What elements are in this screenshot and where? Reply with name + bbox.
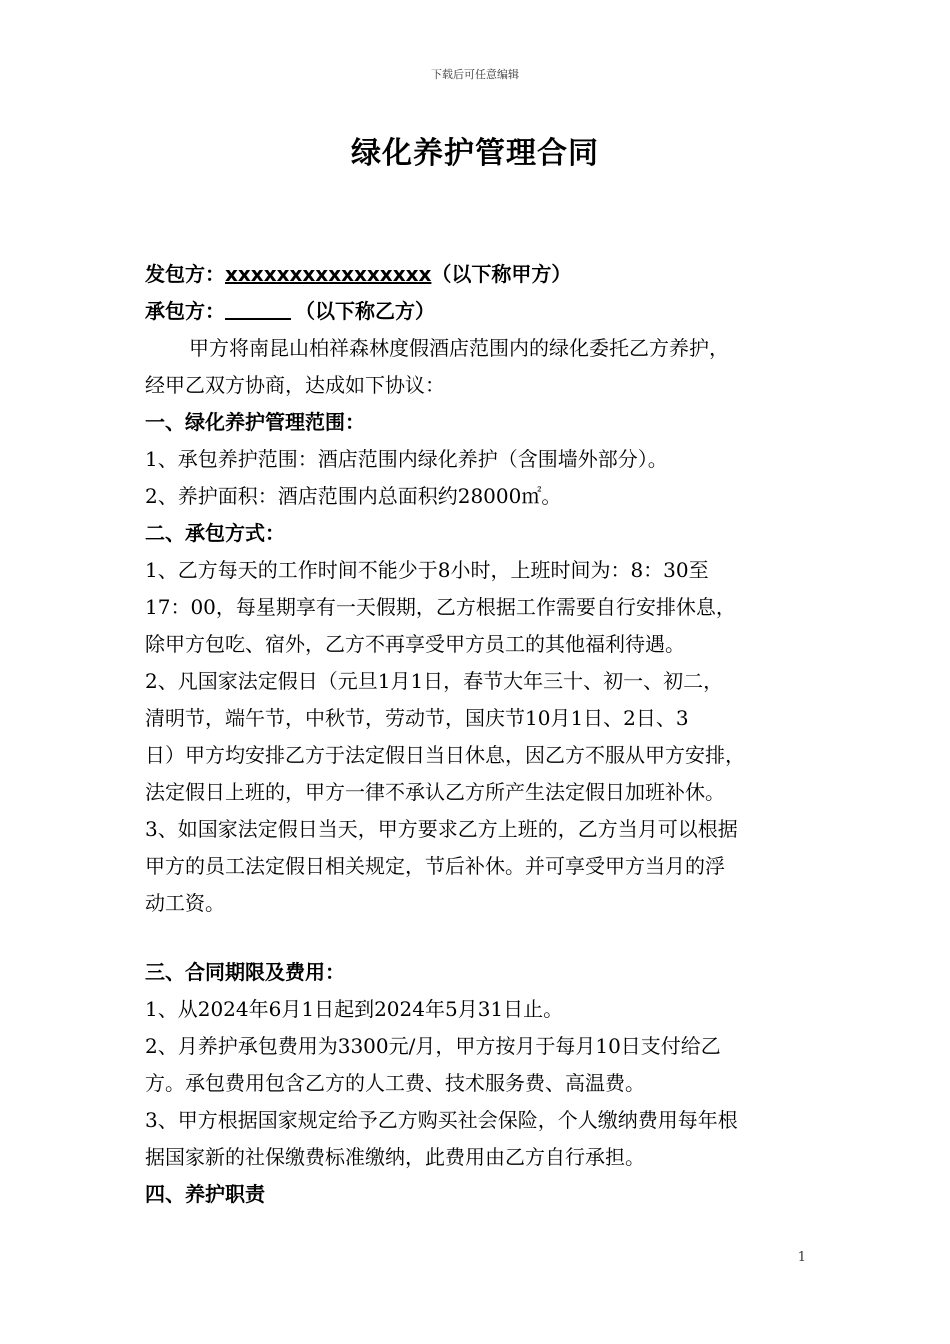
party-b-name-blank: [225, 298, 291, 320]
party-b-label: 承包方：: [145, 299, 225, 323]
header-note: 下载后可任意编辑: [431, 68, 519, 81]
party-b-line: [145, 293, 810, 330]
paragraph-line: 日）甲方均安排乙方于法定假日当日休息，因乙方不服从甲方安排，: [145, 743, 745, 767]
paragraph-line: 1、承包养护范围：酒店范围内绿化养护（含围墙外部分）。: [145, 447, 668, 471]
paragraph-line: 清明节，端午节，中秋节，劳动节，国庆节10月1日、2日、3: [145, 706, 689, 730]
paragraph-line: 1、从2024年6月1日起到2024年5月31日止。: [145, 997, 564, 1021]
paragraph-line: 3、如国家法定假日当天，甲方要求乙方上班的，乙方当月可以根据: [145, 817, 738, 841]
section-heading-term-and-fees: 三、合同期限及费用：: [145, 960, 345, 984]
party-a-label: 发包方：: [145, 262, 225, 286]
paragraph-line: 1、乙方每天的工作时间不能少于8小时，上班时间为：8：30至: [145, 558, 709, 582]
paragraph-line: 方。承包费用包含乙方的人工费、技术服务费、高温费。: [145, 1071, 645, 1095]
paragraph-line: 据国家新的社保缴费标准缴纳，此费用由乙方自行承担。: [145, 1145, 645, 1169]
section-heading-maintenance-duties: 四、养护职责: [145, 1182, 265, 1206]
paragraph-line: 2、凡国家法定假日（元旦1月1日，春节大年三十、初一、初二，: [145, 669, 724, 693]
paragraph-line: 除甲方包吃、宿外，乙方不再享受甲方员工的其他福利待遇。: [145, 632, 685, 656]
intro-line: 甲方将南昆山柏祥森林度假酒店范围内的绿化委托乙方养护，: [189, 336, 729, 360]
blank-line: [145, 922, 810, 954]
paragraph-line: 甲方的员工法定假日相关规定，节后补休。并可享受甲方当月的浮: [145, 854, 725, 878]
paragraph-line: 17：00，每星期享有一天假期，乙方根据工作需要自行安排休息，: [145, 595, 736, 619]
section-heading-contract-method: 二、承包方式：: [145, 521, 285, 545]
paragraph-line: 2、月养护承包费用为3300元/月，甲方按月于每月10日支付给乙: [145, 1034, 721, 1058]
paragraph-line: 法定假日上班的，甲方一律不承认乙方所产生法定假日加班补休。: [145, 780, 725, 804]
page-number: 1: [797, 1250, 806, 1265]
section-heading-scope: 一、绿化养护管理范围：: [145, 410, 365, 434]
intro-line: 经甲乙双方协商，达成如下协议：: [145, 373, 445, 397]
paragraph-line: 2、养护面积：酒店范围内总面积约28000㎡。: [145, 484, 562, 508]
party-a-suffix: （以下称甲方）: [431, 262, 572, 286]
document-title: 绿化养护管理合同: [351, 136, 599, 171]
document-body: [145, 256, 810, 1213]
party-b-suffix: （以下称乙方）: [295, 299, 435, 323]
party-a-line: [145, 256, 810, 293]
paragraph-line: 3、甲方根据国家规定给予乙方购买社会保险，个人缴纳费用每年根: [145, 1108, 738, 1132]
party-a-name: xxxxxxxxxxxxxxxx: [225, 262, 432, 286]
paragraph-line: 动工资。: [145, 891, 225, 915]
